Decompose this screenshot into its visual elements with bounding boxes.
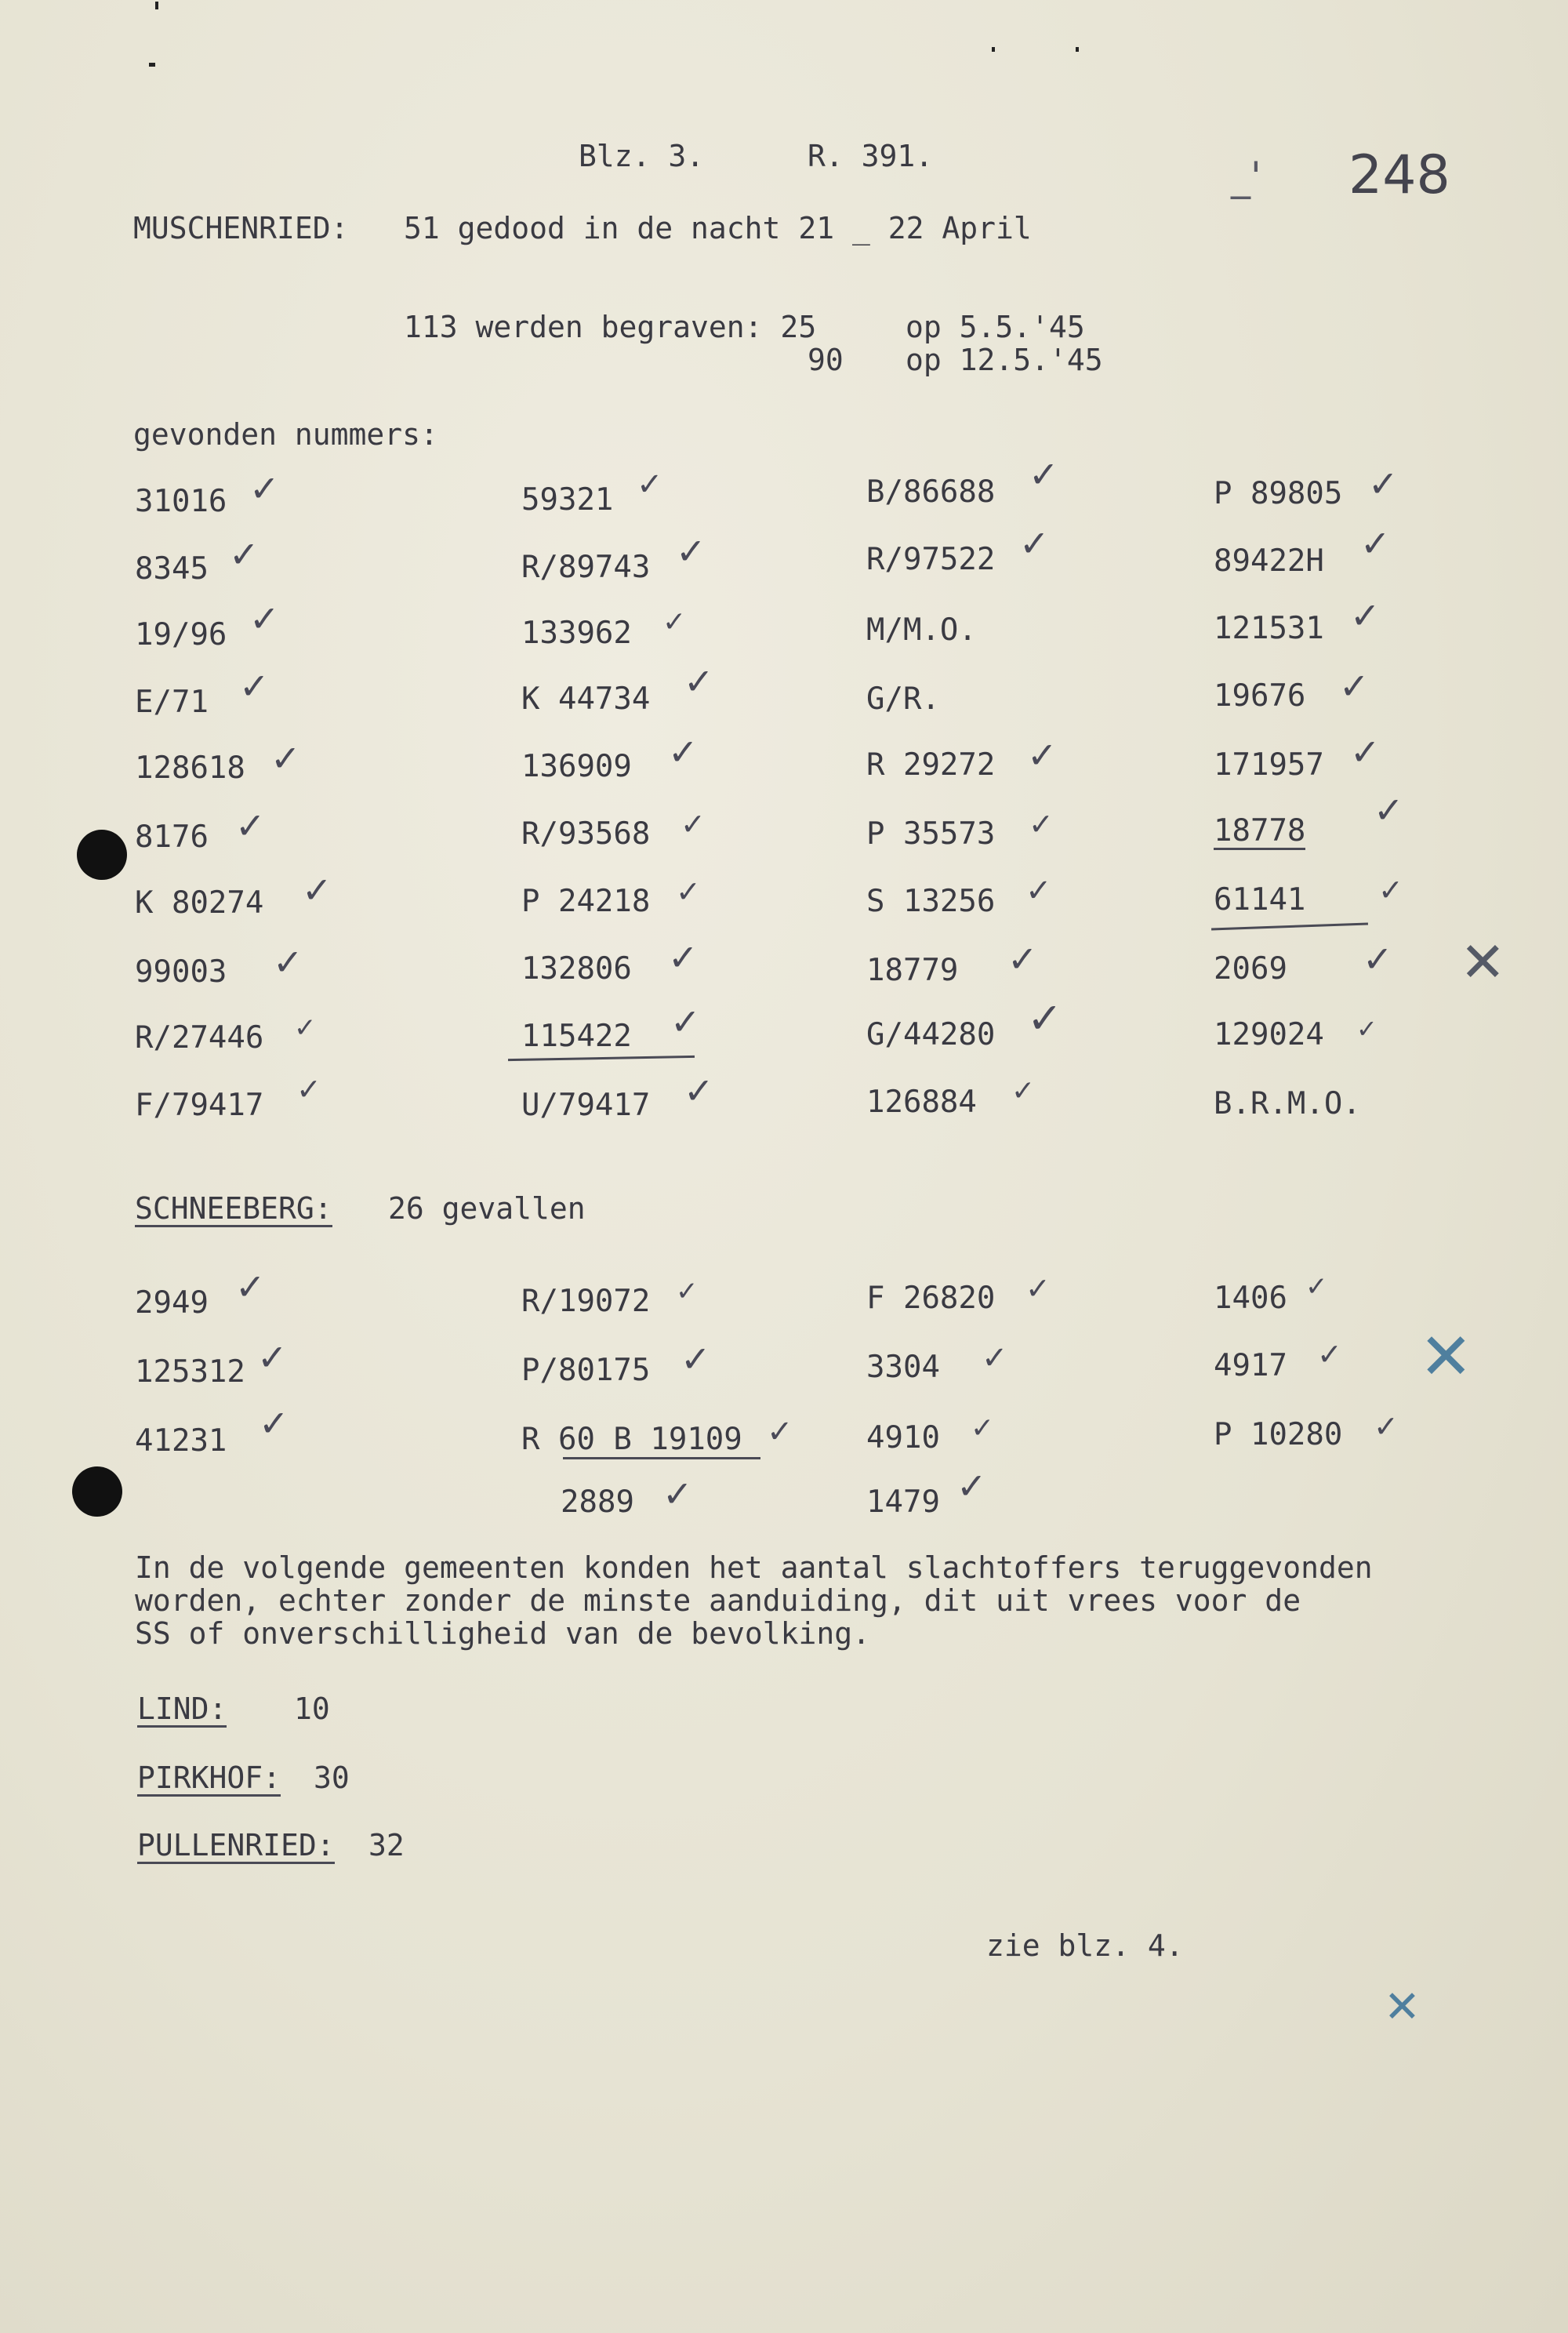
number-entry: 41231 — [135, 1423, 227, 1459]
number-entry: P 35573 — [866, 816, 996, 852]
number-entry: 128618 — [135, 750, 245, 786]
number-entry: P 89805 — [1214, 476, 1343, 511]
check-icon: ✓ — [1360, 522, 1391, 565]
continued-note: zie blz. 4. — [986, 1928, 1184, 1963]
number-entry: F/79417 — [135, 1088, 264, 1123]
number-entry: 59321 — [521, 482, 614, 518]
check-icon: ✓ — [1025, 873, 1052, 909]
check-icon: ✓ — [637, 467, 663, 503]
check-icon: ✓ — [296, 1072, 321, 1107]
count-pirkhof: 30 — [314, 1761, 350, 1795]
paragraph-line-1: In de volgende gemeenten konden het aantal slachtoffers teruggevonden — [135, 1550, 1373, 1585]
check-icon: ✓ — [1339, 665, 1370, 707]
number-entry: 136909 — [521, 749, 632, 784]
number-entry: P 24218 — [521, 884, 651, 919]
number-entry: R 60 B 19109 — [521, 1422, 742, 1457]
check-icon: ✓ — [1305, 1271, 1328, 1303]
check-icon: ✓ — [767, 1414, 793, 1450]
number-entry: 4917 — [1214, 1348, 1287, 1383]
number-entry: 2889 — [561, 1484, 634, 1520]
number-entry: 129024 — [1214, 1017, 1324, 1052]
number-entry: 133962 — [521, 616, 632, 651]
underline-mark — [563, 1457, 760, 1459]
number-entry: 126884 — [866, 1085, 977, 1120]
number-entry: 89422H — [1214, 543, 1324, 579]
number-entry: P/80175 — [521, 1353, 651, 1388]
number-entry: 1479 — [866, 1484, 940, 1520]
check-icon: ✓ — [249, 467, 280, 510]
burial-date-2: op 12.5.'45 — [906, 343, 1103, 377]
check-icon: ✓ — [676, 874, 701, 909]
check-icon: ✓ — [668, 936, 699, 979]
place-pullenried: PULLENRIED: — [137, 1828, 335, 1862]
cross-icon: ✕ — [1384, 1982, 1421, 2033]
check-icon: ✓ — [662, 606, 687, 638]
number-entry: G/44280 — [866, 1017, 996, 1052]
number-entry: K 44734 — [521, 681, 651, 717]
speck — [155, 2, 158, 9]
check-icon: ✓ — [681, 1338, 711, 1380]
found-numbers-label: gevonden nummers: — [133, 417, 438, 452]
number-entry: 19/96 — [135, 617, 227, 652]
check-icon: ✓ — [662, 1473, 693, 1515]
schneeberg-summary: 26 gevallen — [388, 1191, 586, 1226]
check-icon: ✓ — [1368, 463, 1399, 505]
check-icon: ✓ — [235, 805, 266, 847]
number-entry: 99003 — [135, 954, 227, 990]
speck — [992, 47, 995, 52]
burial-line-1: 113 werden begraven: 25 — [404, 310, 817, 344]
punch-hole — [77, 830, 127, 880]
paragraph-line-3: SS of onverschilligheid van de bevolking. — [135, 1616, 870, 1651]
check-icon: ✓ — [302, 869, 332, 911]
number-entry: 3304 — [866, 1350, 940, 1385]
number-entry: R 29272 — [866, 747, 996, 783]
check-icon: ✓ — [681, 807, 706, 841]
number-entry: 18779 — [866, 953, 959, 988]
place-muschenried: MUSCHENRIED: — [133, 211, 349, 245]
check-icon: ✓ — [1356, 1014, 1377, 1044]
number-entry: R/19072 — [521, 1284, 651, 1319]
check-icon: ✓ — [971, 1412, 995, 1444]
check-icon: ✓ — [1350, 594, 1381, 637]
number-entry: S 13256 — [866, 884, 996, 919]
number-entry: M/M.O. — [866, 612, 977, 648]
check-icon: ✓ — [684, 660, 714, 703]
cross-icon: ✕ — [1419, 1320, 1473, 1394]
number-entry: 115422 — [521, 1019, 632, 1054]
check-icon: ✓ — [249, 598, 280, 640]
underline-mark — [508, 1056, 695, 1061]
place-lind: LIND: — [137, 1692, 227, 1726]
number-entry: B/86688 — [866, 474, 996, 510]
check-icon: ✓ — [1027, 994, 1063, 1043]
punch-hole — [72, 1466, 122, 1517]
check-icon: ✓ — [1350, 731, 1381, 773]
check-icon: ✓ — [1029, 807, 1054, 841]
check-icon: ✓ — [229, 533, 260, 576]
check-icon: ✓ — [239, 665, 270, 707]
number-entry: 125312 — [135, 1354, 245, 1390]
check-icon: ✓ — [1374, 1409, 1399, 1444]
number-entry: U/79417 — [521, 1088, 651, 1123]
check-icon: ✓ — [668, 731, 699, 773]
check-icon: ✓ — [1027, 734, 1058, 776]
check-icon: ✓ — [270, 737, 301, 779]
check-icon: ✓ — [1378, 873, 1403, 907]
number-entry: 2069 — [1214, 951, 1287, 987]
check-icon: ✓ — [235, 1266, 266, 1308]
check-icon: ✓ — [684, 1070, 714, 1112]
number-entry: P 10280 — [1214, 1417, 1343, 1452]
number-entry: R/93568 — [521, 816, 651, 852]
number-entry: G/R. — [866, 681, 940, 717]
number-entry: 121531 — [1214, 611, 1324, 646]
place-pirkhof: PIRKHOF: — [137, 1761, 281, 1795]
number-entry: K 80274 — [135, 885, 264, 921]
number-entry: R/89743 — [521, 550, 651, 585]
burial-count-2: 90 — [808, 343, 844, 377]
number-entry: 8345 — [135, 551, 209, 587]
check-icon: ✓ — [1029, 453, 1059, 496]
check-icon: ✓ — [1011, 1075, 1036, 1107]
check-icon: ✓ — [1007, 938, 1038, 980]
number-entry: 61141 — [1214, 882, 1306, 918]
check-icon: ✓ — [1317, 1337, 1342, 1372]
check-icon: ✓ — [259, 1402, 289, 1444]
page-number: 248 — [1348, 144, 1450, 206]
place-schneeberg: SCHNEEBERG: — [135, 1191, 332, 1226]
number-entry: 18778 — [1214, 813, 1306, 849]
number-entry: 1406 — [1214, 1281, 1287, 1316]
number-entry: 19676 — [1214, 678, 1306, 714]
count-pullenried: 32 — [368, 1828, 405, 1862]
number-entry: E/71 — [135, 685, 209, 720]
number-entry: 8176 — [135, 819, 209, 855]
check-icon: ✓ — [956, 1465, 987, 1507]
number-entry: F 26820 — [866, 1281, 996, 1316]
number-entry: R/97522 — [866, 542, 996, 577]
check-icon: ✓ — [257, 1336, 288, 1379]
check-icon: ✓ — [670, 1001, 701, 1043]
page-ref: Blz. 3. — [579, 139, 705, 173]
separator-mark — [1211, 923, 1368, 931]
check-icon: ✓ — [1374, 789, 1404, 831]
check-icon: ✓ — [1019, 522, 1050, 565]
number-entry: 2949 — [135, 1285, 209, 1321]
page-number-mark: _' — [1231, 154, 1261, 199]
number-entry: 132806 — [521, 951, 632, 987]
muschenried-summary: 51 gedood in de nacht 21 _ 22 April — [404, 211, 1032, 245]
number-entry: B.R.M.O. — [1214, 1086, 1361, 1121]
record-ref: R. 391. — [808, 139, 934, 173]
cross-icon: ✕ — [1460, 930, 1506, 994]
check-icon: ✓ — [273, 941, 303, 983]
check-icon: ✓ — [982, 1340, 1008, 1376]
speck — [1076, 47, 1079, 52]
check-icon: ✓ — [676, 1276, 699, 1307]
check-icon: ✓ — [294, 1012, 317, 1044]
number-entry: 4910 — [866, 1420, 940, 1455]
check-icon: ✓ — [1025, 1271, 1051, 1306]
number-entry: 171957 — [1214, 747, 1324, 783]
number-entry: 31016 — [135, 484, 227, 519]
number-entry: R/27446 — [135, 1020, 264, 1056]
count-lind: 10 — [294, 1692, 330, 1726]
check-icon: ✓ — [1363, 938, 1393, 980]
burial-date-1: op 5.5.'45 — [906, 310, 1085, 344]
paragraph-line-2: worden, echter zonder de minste aanduiding, dit uit vrees voor de — [135, 1583, 1301, 1618]
check-icon: ✓ — [676, 530, 706, 572]
speck — [149, 63, 155, 67]
